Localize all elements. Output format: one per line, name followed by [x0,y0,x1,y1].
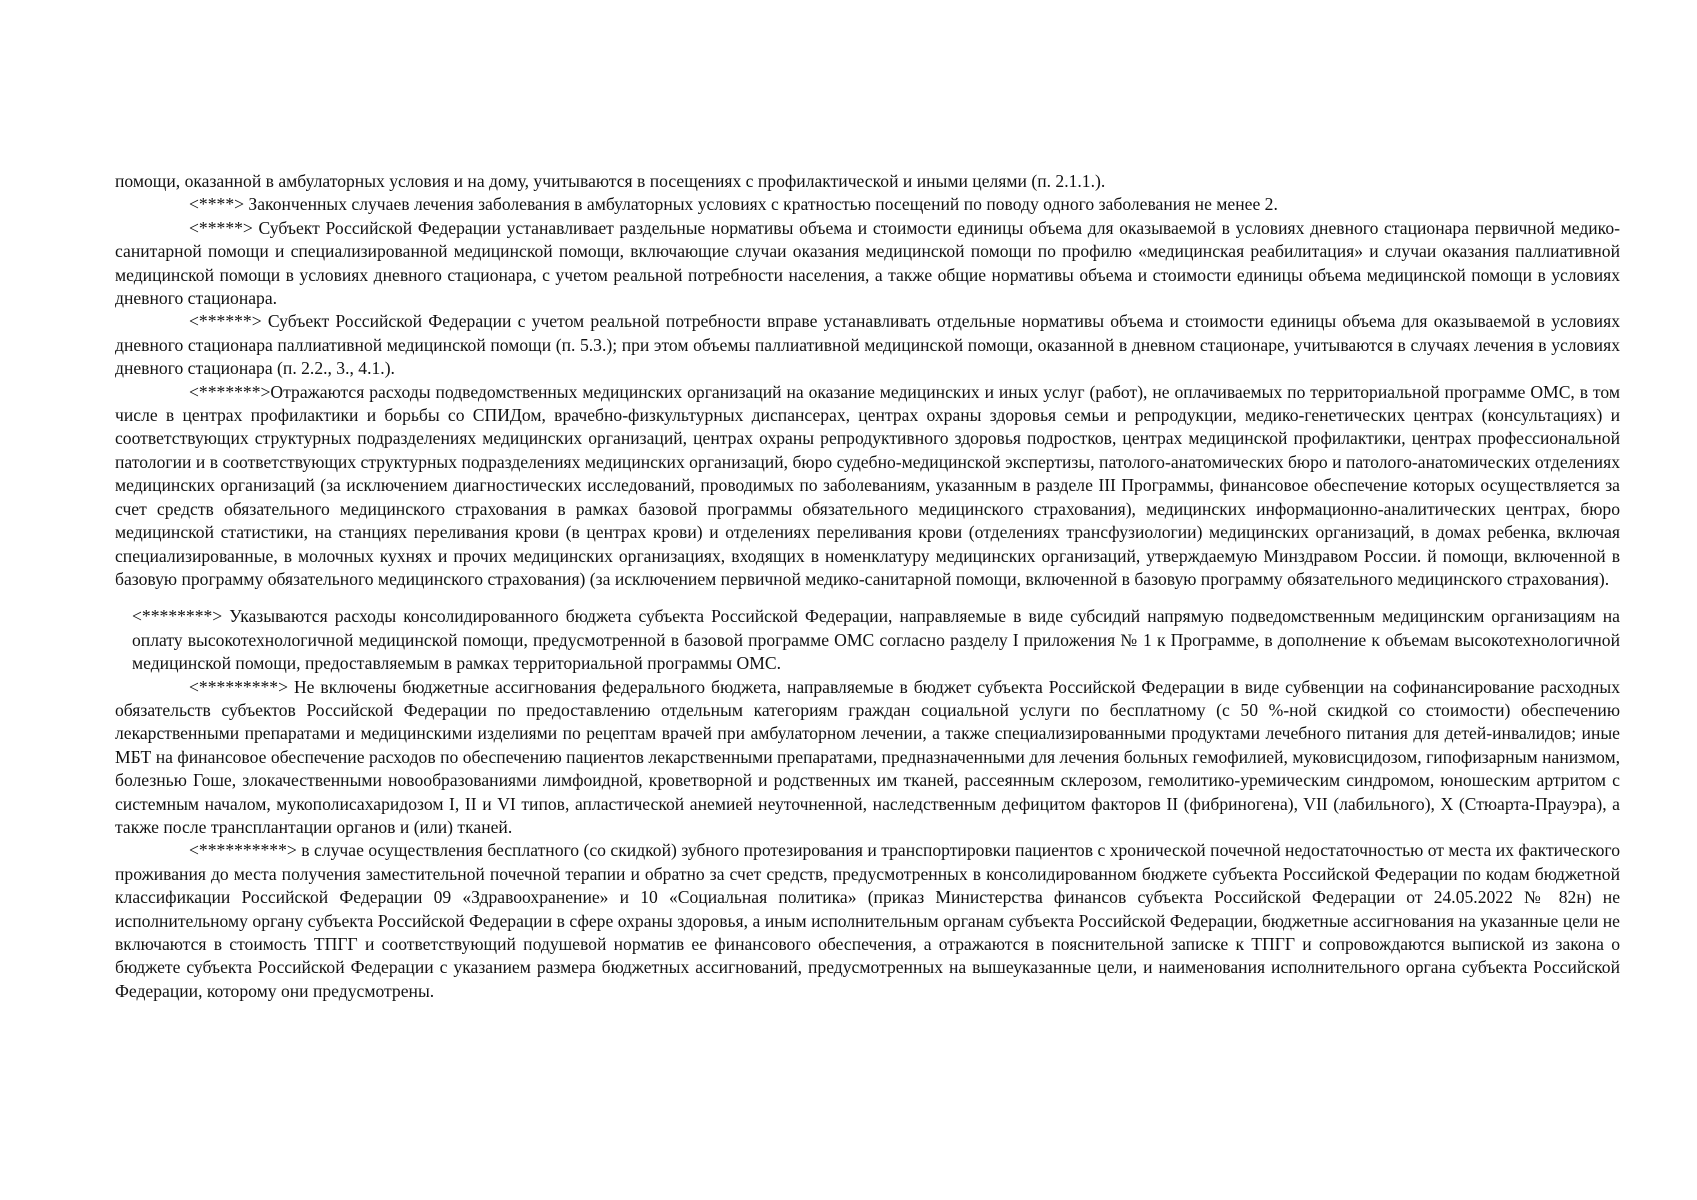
footnote-10-stars: <**********> в случае осуществления бесплатного (со скидкой) зубного протезирования и транспортировки пациентов с хронической почечной недостаточностью от места их фактического проживания до места получения заместительной почечной терапии и обратно за счет средств, предусмотренных в консолидированном бюджете субъекта Российской Федерации по кодам бюджетной классификации Российской Федерации 09 «Здравоохранение» и 10 «Социальная политика» (приказ Министерства финансов субъекта Российской Федерации от 24.05.2022 № 82н) не исполнительному органу субъекта Российской Федерации в сфере охраны здоровья, а иным исполнительным органам субъекта Российской Федерации, бюджетные ассигнования на указанные цели не включаются в стоимость ТПГГ и соответствующий подушевой норматив ее финансового обеспечения, а отражаются в пояснительной записке к ТПГГ и сопровождаются выпиской из закона о бюджете субъекта Российской Федерации с указанием размера бюджетных ассигнований, предусмотренных на вышеуказанные цели, и наименования исполнительного органа субъекта Российской Федерации, которому они предусмотрены. [115,840,1620,1001]
footnote-5-stars: <*****> Субъект Российской Федерации устанавливает раздельные нормативы объема и стоимости единицы объема для оказываемой в условиях дневного стационара первичной медико-санитарной помощи и специализированной медицинской помощи, включающие случаи оказания медицинской помощи по профилю «медицинская реабилитация» и случаи оказания паллиативной медицинской помощи в условиях дневного стационара, с учетом реальной потребности населения, а также общие нормативы объема и стоимости единицы объема медицинской помощи в условиях дневного стационара. [115,217,1620,309]
footnote-8-stars: <********> Указываются расходы консолидированного бюджета субъекта Российской Федерации, направляемые в виде субсидий напрямую подведомственным медицинским организациям на оплату высокотехнологичной медицинской помощи, предусмотренной в базовой программе ОМС согласно разделу I приложения № 1 к Программе, в дополнение к объемам высокотехнологичной медицинской помощи, предоставляемым в рамках территориальной программы ОМС. [132,606,1620,674]
footnote-6-stars: <******> Субъект Российской Федерации с учетом реальной потребности вправе устанавливать отдельные нормативы объема и стоимости единицы объема для оказываемой в условиях дневного стационара паллиативной медицинской помощи (п. 5.3.); при этом объемы паллиативной медицинской помощи, оказанной в дневном стационаре, учитываются в случаях лечения в условиях дневного стационара (п. 2.2., 3., 4.1.). [115,311,1620,379]
footnote-9-stars: <*********> Не включены бюджетные ассигнования федерального бюджета, направляемые в бюджет субъекта Российской Федерации в виде субвенции на софинансирование расходных обязательств субъектов Российской Федерации по предоставлению отдельным категориям граждан социальной услуги по бесплатному (с 50 %-ной скидкой со стоимости) обеспечению лекарственными препаратами и медицинскими изделиями по рецептам врачей при амбулаторном лечении, а также специализированными продуктами лечебного питания для детей-инвалидов; иные МБТ на финансовое обеспечение расходов по обеспечению пациентов лекарственными препаратами, предназначенными для лечения больных гемофилией, муковисцидозом, гипофизарным нанизмом, болезнью Гоше, злокачественными новообразованиями лимфоидной, кроветворной и родственных им тканей, рассеянным склерозом, гемолитико-уремическим синдромом, юношеским артритом с системным началом, мукополисахаридозом I, II и VI типов, апластической анемией неуточненной, наследственным дефицитом факторов II (фибриногена), VII (лабильного), X (Стюарта-Прауэра), а также после трансплантации органов и (или) тканей. [115,676,1620,837]
document-page [115,170,1620,1003]
footnote-7-stars: <*******>Отражаются расходы подведомственных медицинских организаций на оказание медицинских и иных услуг (работ), не оплачиваемых по территориальной программе ОМС, в том числе в центрах профилактики и борьбы со СПИДом, врачебно-физкультурных диспансерах, центрах охраны здоровья семьи и репродукции, медико-генетических центрах (консультациях) и соответствующих структурных подразделениях медицинских организаций, центрах охраны репродуктивного здоровья подростков, центрах медицинской профилактики, центрах профессиональной патологии и в соответствующих структурных подразделениях медицинских организаций, бюро судебно-медицинской экспертизы, патолого-анатомических бюро и патолого-анатомических отделениях медицинских организаций (за исключением диагностических исследований, проводимых по заболеваниям, указанным в разделе III Программы, финансовое обеспечение которых осуществляется за счет средств обязательного медицинского страхования в рамках базовой программы обязательного медицинского страхования), медицинских информационно-аналитических центрах, бюро медицинской статистики, на станциях переливания крови (в центрах крови) и отделениях переливания крови (отделениях трансфузиологии) медицинских организаций, в домах ребенка, включая специализированные, в молочных кухнях и прочих медицинских организациях, входящих в номенклатуру медицинских организаций, утверждаемую Минздравом России. й помощи, включенной в базовую программу обязательного медицинского страхования) (за исключением первичной медико-санитарной помощи, включенной в базовую программу обязательного медицинского страхования). [115,381,1620,589]
footnote-continuation: помощи, оказанной в амбулаторных условия и на дому, учитываются в посещениях с профилактической и иными целями (п. 2.1.1.). [115,171,1106,191]
footnote-4-stars: <****> Законченных случаев лечения заболевания в амбулаторных условиях с кратностью посещений по поводу одного заболевания не менее 2. [189,194,1278,215]
